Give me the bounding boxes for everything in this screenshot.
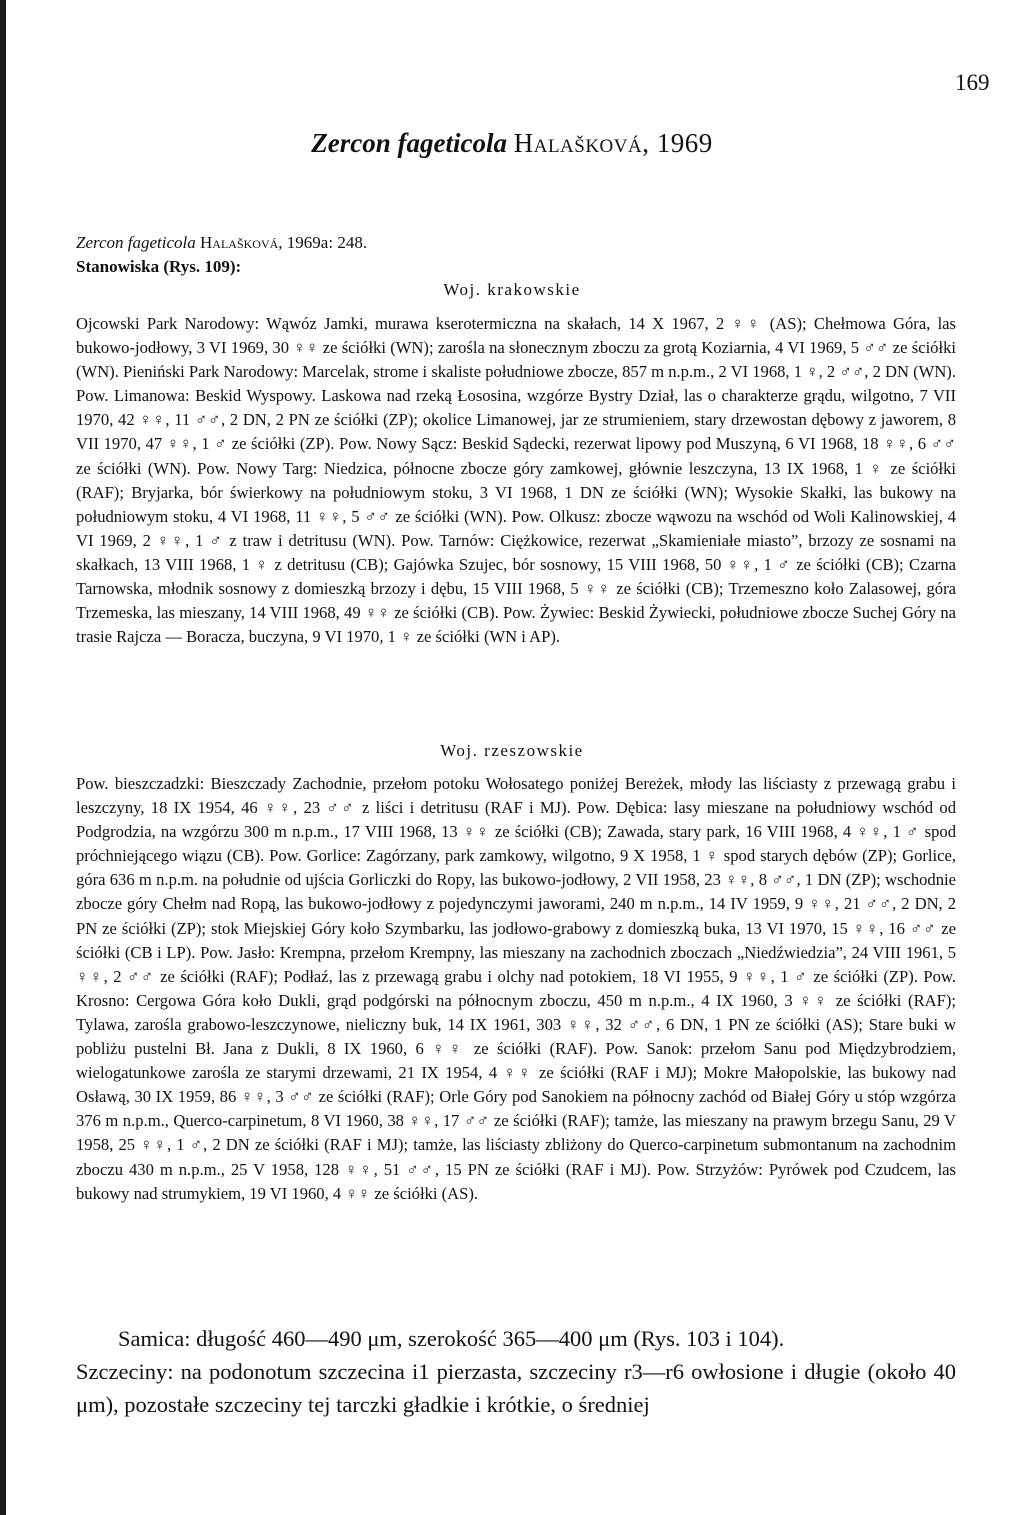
- citation-species: Zercon fageticola: [76, 233, 196, 252]
- region-heading-krakowskie: Woj. krakowskie: [443, 280, 581, 299]
- paragraph-rzeszowskie: Pow. bieszczadzki: Bieszczady Zachodnie, przełom potoku Wołosatego poniżej Bereżek, młody las liściasty z przewagą grabu i leszczyny, 18 IX 1954, 46 ♀♀, 23 ♂♂ z liści i detritusu (RAF i MJ). Pow. Dębica: lasy mieszane na południowy wschód od Podgrodzia, na wzgórzu 300 m n.p.m., 17 VIII 1968, 13 ♀♀ ze ściółki (CB); Zawada, stary park, 16 VIII 1968, 4 ♀♀, 1 ♂ spod próchniejącego wiązu (CB). Pow. Gorlice: Zagórzany, park zamkowy, wilgotno, 9 X 1958, 1 ♀ spod starych dębów (ZP); Gorlice, góra 636 m n.p.m. na południe od ujścia Gorliczki do Ropy, las bukowo-jodłowy, 2 VII 1958, 23 ♀♀, 8 ♂♂, 1 DN (ZP); wschodnie zbocze góry Chełm nad Ropą, las bukowo-jodłowy z pojedynczymi jaworami, 240 m n.p.m., 14 IV 1959, 9 ♀♀, 21 ♂♂, 2 DN, 2 PN ze ściółki (ZP); stok Miejskiej Góry koło Szymbarku, las jodłowo-grabowy z domieszką buka, 13 VI 1970, 15 ♀♀, 16 ♂♂ ze ściółki (CB i LP). Pow. Jasło: Krempna, przełom Krempny, las mieszany na zachodnich zboczach „Niedźwiedzia”, 24 VIII 1961, 5 ♀♀, 2 ♂♂ ze ściółki (RAF); Podłaź, las z przewagą grabu i olchy nad potokiem, 18 VI 1955, 9 ♀♀, 1 ♂ ze ściółki (ZP). Pow. Krosno: Cergowa Góra koło Dukli, grąd podgórski na północnym zboczu, 450 m n.p.m., 4 IX 1960, 3 ♀♀ ze ściółki (RAF); Tylawa, zarośla grabowo-leszczynowe, nieliczny buk, 14 IX 1961, 303 ♀♀, 32 ♂♂, 6 DN, 1 PN ze ściółki (AS); Stare buki w pobliżu pustelni Bł. Jana z Dukli, 8 IX 1960, 6 ♀♀ ze ściółki (RAF). Pow. Sanok: przełom Sanu pod Międzybrodziem, wielogatunkowe zarośla ze starymi drzewami, 21 IX 1954, 4 ♀♀ ze ściółki (RAF i MJ); Mokre Małopolskie, las bukowy nad Osławą, 30 IX 1959, 86 ♀♀, 3 ♂♂ ze ściółki (RAF); Orle Góry pod Sanokiem na północny zachód od Białej Góry u stóp wzgórza 376 m n.p.m., Querco-carpinetum, 8 VI 1960, 38 ♀♀, 17 ♂♂ ze ściółki (RAF); tamże, las mieszany na prawym brzegu Sanu, 29 V 1958, 25 ♀♀, 1 ♂, 2 DN ze ściółki (RAF i MJ); tamże, las liściasty zbliżony do Querco-carpinetum submontanum na zachodnim zboczu 430 m n.p.m., 25 V 1958, 128 ♀♀, 51 ♂♂, 15 PN ze ściółki (RAF i MJ). Pow. Strzyżów: Pyrówek pod Czudcem, las bukowy nad strumykiem, 19 VI 1960, 4 ♀♀ ze ściółki (AS).: [76, 774, 956, 1203]
- setae-description: Szczeciny: na podonotum szczecina i1 pierzasta, szczeciny r3—r6 owłosione i długie (około 40 μm), pozostałe szczeciny tej tarczki gładkie i krótkie, o średniej: [76, 1359, 956, 1417]
- title-author: Halašková, 1969: [513, 128, 713, 158]
- citation: [76, 233, 367, 253]
- region-heading-rzeszowskie: Woj. rzeszowskie: [440, 741, 584, 760]
- citation-author: Halašková: [200, 233, 279, 252]
- paragraph-krakowskie: Ojcowski Park Narodowy: Wąwóz Jamki, murawa kserotermiczna na skałach, 14 X 1967, 2 ♀♀ (AS); Chełmowa Góra, las bukowo-jodłowy, 3 VI 1969, 30 ♀♀ ze ściółki (WN); zarośla na słonecznym zboczu za grotą Koziarnia, 4 VI 1969, 5 ♂♂ ze ściółki (WN). Pieniński Park Narodowy: Marcelak, strome i skaliste południowe zbocze, 857 m n.p.m., 2 VI 1968, 1 ♀, 2 ♂♂, 2 DN (WN). Pow. Limanowa: Beskid Wyspowy. Laskowa nad rzeką Łososina, wzgórze Bystry Dział, las o charakterze grądu, wilgotno, 7 VII 1970, 42 ♀♀, 11 ♂♂, 2 DN, 2 PN ze ściółki (ZP); okolice Limanowej, jar ze strumieniem, stary drzewostan dębowy z jaworem, 8 VII 1970, 47 ♀♀, 1 ♂ ze ściółki (ZP). Pow. Nowy Sącz: Beskid Sądecki, rezerwat lipowy pod Muszyną, 6 VI 1968, 18 ♀♀, 6 ♂♂ ze ściółki (WN). Pow. Nowy Targ: Niedzica, północne zbocze góry zamkowej, głównie leszczyna, 13 IX 1968, 1 ♀ ze ściółki (RAF); Bryjarka, bór świerkowy na południowym stoku, 3 VI 1968, 1 DN ze ściółki (WN); Wysokie Skałki, las bukowy na południowym stoku, 4 VI 1968, 11 ♀♀, 5 ♂♂ ze ściółki (WN). Pow. Olkusz: zbocze wąwozu na wschód od Woli Kalinowskiej, 4 VI 1969, 2 ♀♀, 1 ♂ z traw i detritusu (WN). Pow. Tarnów: Ciężkowice, rezerwat „Skamieniałe miasto”, brzozy ze sosnami na skałkach, 13 VIII 1968, 1 ♀ z detritusu (CB); Gajówka Szujec, bór sosnowy, 15 VIII 1968, 50 ♀♀, 1 ♂ ze ściółki (CB); Czarna Tarnowska, młodnik sosnowy z domieszką brzozy i dębu, 15 VIII 1968, 5 ♀♀ ze ściółki (CB); Trzemeszno koło Zalasowej, góra Trzemeska, las mieszany, 14 VIII 1968, 49 ♀♀ ze ściółki (CB). Pow. Żywiec: Beskid Żywiecki, południowe zbocze Suchej Góry na trasie Rajcza — Boracza, buczyna, 9 VI 1970, 1 ♀ ze ściółki (WN i AP).: [76, 314, 956, 647]
- page-number: 169: [955, 70, 990, 95]
- title-species: Zercon fageticola: [311, 128, 507, 158]
- page-title: [0, 128, 1024, 159]
- female-description-line: Samica: długość 460—490 μm, szerokość 365—400 μm (Rys. 103 i 104).: [118, 1326, 785, 1351]
- citation-reference: , 1969a: 248.: [278, 233, 368, 252]
- stations-label: Stanowiska (Rys. 109):: [76, 257, 242, 276]
